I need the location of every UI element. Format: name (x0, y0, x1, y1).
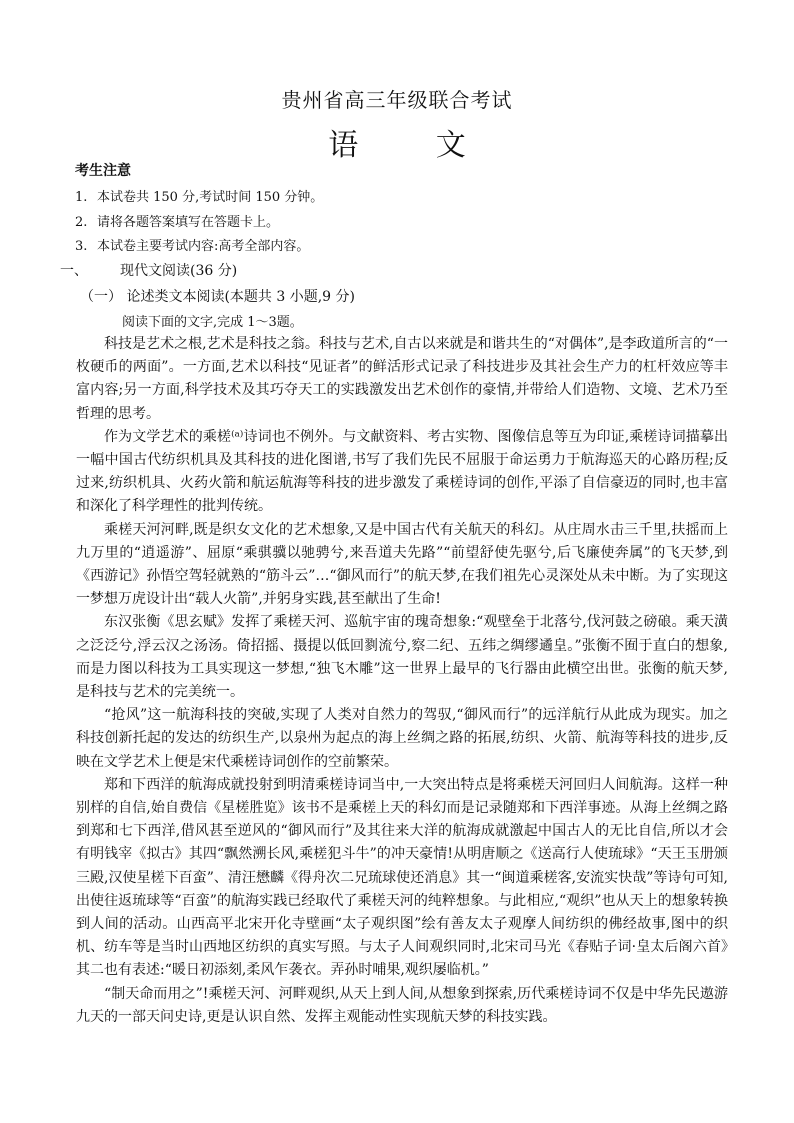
notice-list (75, 186, 323, 260)
section-title: 现代文阅读(36 分) (120, 263, 238, 279)
notice-item-number: 1. (75, 190, 88, 205)
passage-paragraph: 乘槎天河河畔,既是织女文化的艺术想象,又是中国古代有关航天的科幻。从庄周水击三千里,扶摇而上九万里的“逍遥游”、屈原“乘骐骥以驰骋兮,来吾道夫先路”“前望舒使先驱兮,后飞廉使奔属”的飞天梦,到《西游记》孙悟空驾轻就熟的“筋斗云”…“御风而行”的航天梦,在我们祖先心灵深处从未中断。为了实现这一梦想万虎设计出“载人火箭”,并躬身实践,甚至献出了生命! (76, 521, 728, 608)
notice-heading: 考生注意 (75, 163, 131, 179)
section-number: 一、 (60, 263, 88, 279)
exam-title: 贵州省高三年级联合考试 (281, 88, 513, 112)
notice-item-text: 请将各题答案填写在答题卡上。 (97, 214, 280, 230)
passage-paragraph: 郑和下西洋的航海成就投射到明清乘槎诗词当中,一大突出特点是将乘槎天河回归人间航海。这样一种别样的自信,始自费信《星槎胜览》该书不是乘槎上天的科幻而是记录随郑和下西洋事迹。从海上丝绸之路到郑和七下西洋,借风甚至逆风的“御风而行”及其往来大洋的航海成就激起中国古人的无比自信,所以才会有明钱宰《拟古》其四“飘然溯长风,乘槎犯斗牛”的冲天豪情!从明唐顺之《送高行人使琉球》“天王玉册颁三殿,汉使星槎下百蛮”、清汪懋麟《得舟次二兄琉球使还消息》其一“闽道乘槎客,安流实快哉”等诗句可知,出使往返琉球等“百蛮”的航海实践已经取代了乘槎天河的纯粹想象。与此相应,“观织”也从天上的想象转换到人间的活动。山西高平北宋开化寺壁画“太子观织图”绘有善友太子观摩人间纺织的佛经故事,图中的织机、纺车等是当时山西地区纺织的真实写照。与太子人间观织同时,北宋司马光《春贴子词·皇太后阁六首》其二也有表述:“暖日初添刻,柔风乍袭衣。弄孙时哺果,观织屡临机。” (76, 776, 728, 979)
notice-item-text: 本试卷主要考试内容:高考全部内容。 (97, 239, 310, 254)
reading-passage (76, 333, 728, 1029)
passage-paragraph: “制天命而用之”!乘槎天河、河畔观织,从天上到人间,从想象到探索,历代乘槎诗词不仅是中华先民遨游九天的一部天问史诗,更是认识自然、发挥主观能动性实现航天梦的科技实践。 (76, 985, 728, 1025)
notice-item (75, 211, 323, 236)
notice-item-text: 本试卷共 150 分,考试时间 150 分钟。 (97, 190, 324, 205)
subsection-heading: （一） 论述类文本阅读(本题共 3 小题,9 分) (80, 289, 355, 305)
passage-paragraph: 科技是艺术之根,艺术是科技之翁。科技与艺术,自古以来就是和谐共生的“对偶体”,是李政道所言的“一枚硬币的两面”。一方面,艺术以科技“见证者”的鲜活形式记录了科技进步及其社会生产力的杠杆效应等丰富内容;另一方面,科学技术及其巧夺天工的实践激发出艺术创作的豪情,并带给人们造物、文境、艺术乃至哲理的思考。 (76, 336, 728, 422)
reading-instruction: 阅读下面的文字,完成 1～3题。 (122, 315, 303, 330)
passage-paragraph: 东汉张衡《思玄赋》发挥了乘槎天河、巡航宇宙的瑰奇想象:“观壁垒于北落兮,伐河鼓之磅硠。乘天潢之泛泛兮,浮云汉之汤汤。倚招摇、摄提以低回剹流兮,察二纪、五纬之绸缪遹皇。”张衡不囿于直白的想象,而是力图以科技为工具实现这一梦想,“独飞木雕”这一世界上最早的飞行器由此横空出世。张衡的航天梦,是科技与艺术的完美统一。 (76, 614, 728, 701)
notice-item (75, 235, 323, 260)
notice-item-number: 3. (75, 239, 88, 254)
section-heading (60, 260, 237, 280)
subject-title: 语 文 (328, 128, 500, 163)
passage-paragraph: 作为文学艺术的乘槎⁽ᵃ⁾诗词也不例外。与文献资料、考古实物、图像信息等互为印证,乘槎诗词描摹出一幅中国古代纺织机具及其科技的进化图谱,书写了我们先民不屈服于命运勇力于航海巡天的心路历程;反过来,纺织机具、火药火箭和航运航海等科技的进步激发了乘槎诗词的创作,平添了自信豪迈的同时,也丰富和深化了科学理性的批判传统。 (76, 428, 728, 515)
notice-item (75, 186, 323, 211)
notice-item-number: 2. (75, 214, 88, 230)
passage-paragraph: “抢风”这一航海科技的突破,实现了人类对自然力的驾驭,“御风而行”的远洋航行从此成为现实。加之科技创新托起的发达的纺织生产,以泉州为起点的海上丝绸之路的拓展,纺织、火箭、航海等科技的进步,反映在文学艺术上便是宋代乘槎诗词创作的空前繁荣。 (76, 707, 728, 770)
